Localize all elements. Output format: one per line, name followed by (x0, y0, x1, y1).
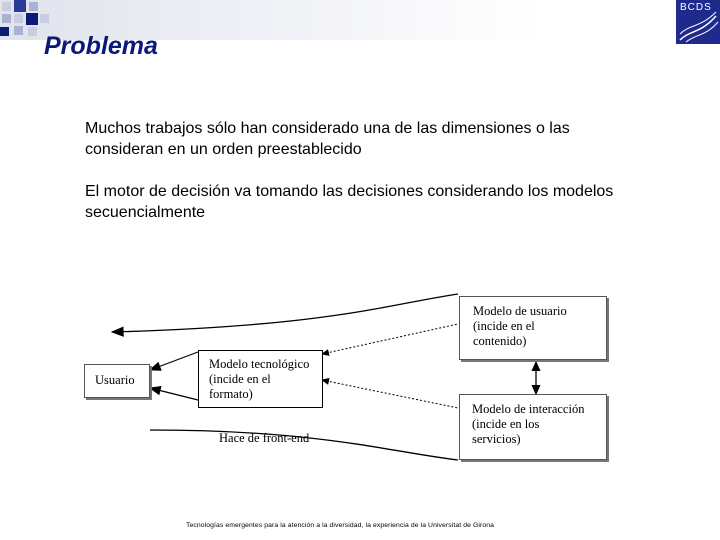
dashed-arrow-upper (322, 324, 458, 354)
hace-front-end-label: Hace de front-end (219, 431, 310, 445)
modelo-interaccion-line: servicios) (472, 432, 521, 446)
footer-text: Tecnologías emergentes para la atención a la diversidad, la experiencia de la Universitat de Girona (186, 522, 495, 529)
bullet-text: El motor de decisión va tomando las decisiones considerando los modelos secuencialmente (85, 183, 614, 221)
top-flow-arrow (112, 294, 458, 332)
modelo-interaccion-box (459, 394, 607, 460)
modelo-usuario-box (459, 296, 607, 360)
modelo-interaccion-line: Modelo de interacción (472, 402, 585, 416)
modelo-interaccion-line: (incide en los (472, 417, 540, 431)
bullet-text: Muchos trabajos sólo han considerado una de las dimensiones o las consideran en un orden preestablecido (85, 120, 570, 158)
tech-to-user-arrow (150, 388, 198, 400)
tech-to-left-arrow (150, 352, 198, 370)
modelo-tecnologico-line: Modelo tecnológico (209, 357, 310, 371)
modelo-usuario-line: Modelo de usuario (473, 304, 567, 318)
logo-text: BCDS (680, 2, 712, 13)
modelo-tecnologico-line: formato) (209, 387, 253, 401)
modelo-tecnologico-line: (incide en el (209, 372, 271, 386)
modelo-usuario-line: (incide en el (473, 319, 535, 333)
usuario-label: Usuario (95, 373, 135, 387)
modelo-tecnologico-box (198, 350, 323, 408)
modelo-usuario-line: contenido) (473, 334, 527, 348)
dashed-arrow-lower (322, 380, 458, 408)
slide-title: Problema (44, 32, 158, 60)
usuario-box (84, 364, 150, 398)
